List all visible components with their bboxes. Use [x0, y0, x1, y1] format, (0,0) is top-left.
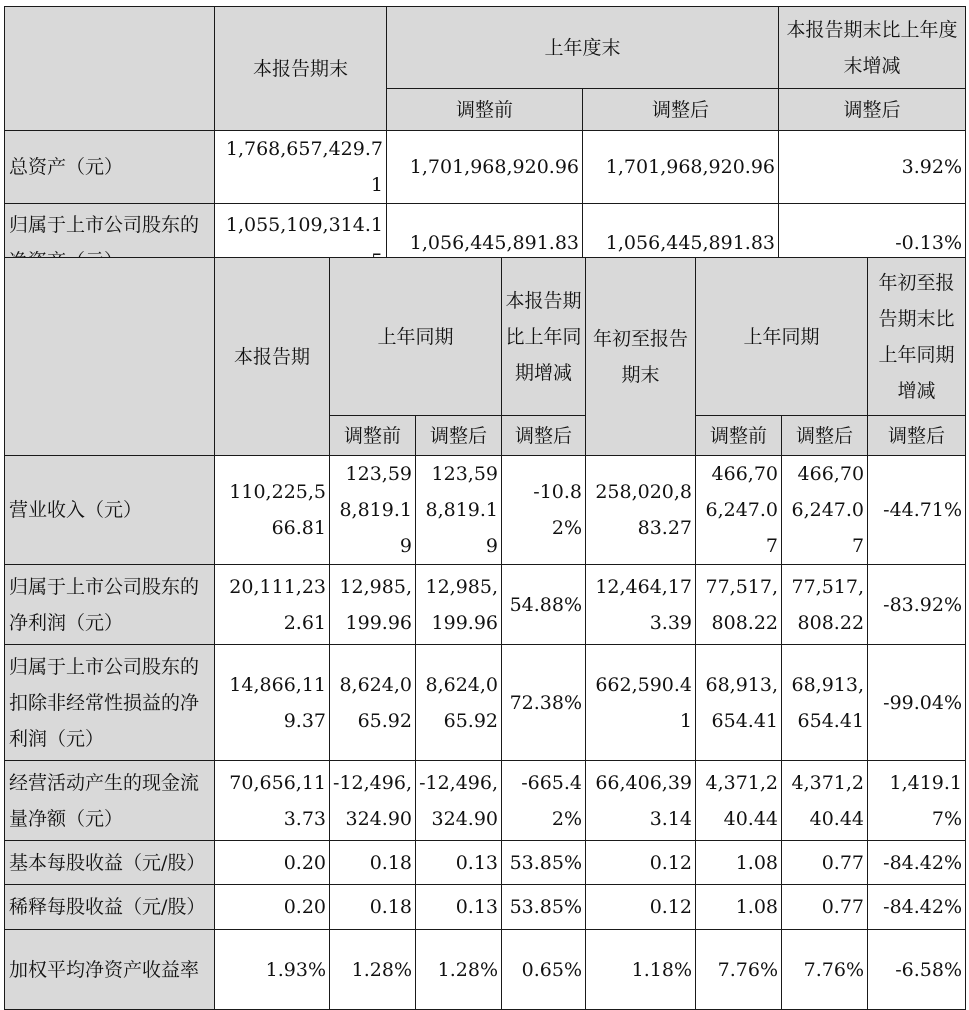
cell-before: -12,496,324.90: [330, 761, 416, 841]
cell-after: 123,598,819.19: [416, 456, 502, 565]
row-label: 总资产（元）: [5, 131, 215, 204]
cell-period: 110,225,566.81: [215, 456, 330, 565]
cell-ytd-before: 1.08: [696, 885, 782, 930]
cell-ytd: 66,406,393.14: [586, 761, 696, 841]
cell-ytd: 12,464,173.39: [586, 565, 696, 645]
cell-ytd-change: -84.42%: [868, 885, 966, 930]
row-label: 归属于上市公司股东的扣除非经常性损益的净利润（元）: [5, 645, 215, 761]
cell-before: 8,624,065.92: [330, 645, 416, 761]
cell-ytd-before: 7.76%: [696, 930, 782, 1010]
cell-ytd-change: -83.92%: [868, 565, 966, 645]
table-row: [5, 456, 966, 565]
corner-cell: [5, 258, 215, 456]
header-period-change-after: 调整后: [502, 416, 586, 456]
cell-current: 1,768,657,429.71: [215, 131, 387, 204]
cell-change: -0.13%: [779, 204, 966, 282]
cell-period-change: 54.88%: [502, 565, 586, 645]
cell-period-change: 53.85%: [502, 885, 586, 930]
cell-ytd-before: 1.08: [696, 841, 782, 885]
cell-period: 20,111,232.61: [215, 565, 330, 645]
cell-ytd-change: -84.42%: [868, 841, 966, 885]
cell-ytd-change: -99.04%: [868, 645, 966, 761]
header-ytd-change-after: 调整后: [868, 416, 966, 456]
corner-cell: [5, 7, 215, 131]
cell-ytd-after: 77,517,808.22: [782, 565, 868, 645]
cell-current: 1,055,109,314.1: [215, 204, 387, 282]
balance-sheet-table: [4, 6, 966, 282]
cell-period-change: 0.65%: [502, 930, 586, 1010]
table-row: [5, 761, 966, 841]
row-label: 基本每股收益（元/股）: [5, 841, 215, 885]
table-row: [5, 131, 966, 204]
cell-period-change: 72.38%: [502, 645, 586, 761]
cell-ytd: 0.12: [586, 885, 696, 930]
cell-ytd-after: 466,706,247.07: [782, 456, 868, 565]
cell-period-change: 53.85%: [502, 841, 586, 885]
cell-after: 1.28%: [416, 930, 502, 1010]
cell-ytd-before: 77,517,808.22: [696, 565, 782, 645]
header-change: 本报告期末比上年度末增减: [779, 7, 966, 89]
cell-before: 123,598,819.19: [330, 456, 416, 565]
cell-after: 1,056,445,891.83: [583, 204, 779, 282]
cell-ytd-before: 68,913,654.41: [696, 645, 782, 761]
cell-after: 0.13: [416, 841, 502, 885]
header-before-adjustment: 调整前: [387, 89, 583, 131]
row-label: 经营活动产生的现金流量净额（元）: [5, 761, 215, 841]
cell-after: 8,624,065.92: [416, 645, 502, 761]
header-ytd-before-adjustment: 调整前: [696, 416, 782, 456]
table-row: [5, 885, 966, 930]
cell-before: 12,985,199.96: [330, 565, 416, 645]
table-row: [5, 841, 966, 885]
row-label: 归属于上市公司股东的: [5, 204, 215, 282]
table-row: [5, 930, 966, 1010]
header-same-period-last-year: 上年同期: [330, 258, 502, 416]
cell-after: 0.13: [416, 885, 502, 930]
cell-ytd-after: 0.77: [782, 885, 868, 930]
cell-before: 0.18: [330, 841, 416, 885]
table-row: [5, 645, 966, 761]
cell-before: 1,701,968,920.96: [387, 131, 583, 204]
header-before-adjustment: 调整前: [330, 416, 416, 456]
cell-period: 0.20: [215, 841, 330, 885]
header-year-to-date: 年初至报告期末: [586, 258, 696, 456]
cell-ytd: 258,020,883.27: [586, 456, 696, 565]
cell-ytd: 0.12: [586, 841, 696, 885]
cell-ytd-after: 68,913,654.41: [782, 645, 868, 761]
cell-ytd-after: 7.76%: [782, 930, 868, 1010]
cell-period: 70,656,113.73: [215, 761, 330, 841]
row-label: 加权平均净资产收益率: [5, 930, 215, 1010]
table-row: [5, 565, 966, 645]
cell-before: 0.18: [330, 885, 416, 930]
cell-ytd-change: -6.58%: [868, 930, 966, 1010]
cell-ytd-before: 466,706,247.07: [696, 456, 782, 565]
header-after-adjustment: 调整后: [583, 89, 779, 131]
cell-change: 3.92%: [779, 131, 966, 204]
header-current-period-end: 本报告期末: [215, 7, 387, 131]
cell-after: 12,985,199.96: [416, 565, 502, 645]
row-label: 营业收入（元）: [5, 456, 215, 565]
row-label: 归属于上市公司股东的净利润（元）: [5, 565, 215, 645]
header-last-year-end: 上年度末: [387, 7, 779, 89]
cell-ytd-change: -44.71%: [868, 456, 966, 565]
cell-period: 0.20: [215, 885, 330, 930]
header-ytd-same-period-last-year: 上年同期: [696, 258, 868, 416]
cell-ytd: 1.18%: [586, 930, 696, 1010]
cell-period-change: -10.82%: [502, 456, 586, 565]
header-period-change: 本报告期比上年同期增减: [502, 258, 586, 416]
income-statement-table: [4, 257, 966, 1010]
header-after-adjustment: 调整后: [416, 416, 502, 456]
cell-period-change: -665.42%: [502, 761, 586, 841]
cell-ytd: 662,590.41: [586, 645, 696, 761]
cell-ytd-change: 1,419.17%: [868, 761, 966, 841]
header-ytd-change: 年初至报告期末比上年同期增减: [868, 258, 966, 416]
row-label: 稀释每股收益（元/股）: [5, 885, 215, 930]
cell-after: 1,701,968,920.96: [583, 131, 779, 204]
header-ytd-after-adjustment: 调整后: [782, 416, 868, 456]
cell-ytd-before: 4,371,240.44: [696, 761, 782, 841]
cell-ytd-after: 4,371,240.44: [782, 761, 868, 841]
header-current-period: 本报告期: [215, 258, 330, 456]
cell-after: -12,496,324.90: [416, 761, 502, 841]
header-change-after: 调整后: [779, 89, 966, 131]
cell-before: 1.28%: [330, 930, 416, 1010]
cell-period: 14,866,119.37: [215, 645, 330, 761]
cell-before: 1,056,445,891.83: [387, 204, 583, 282]
cell-ytd-after: 0.77: [782, 841, 868, 885]
cell-period: 1.93%: [215, 930, 330, 1010]
